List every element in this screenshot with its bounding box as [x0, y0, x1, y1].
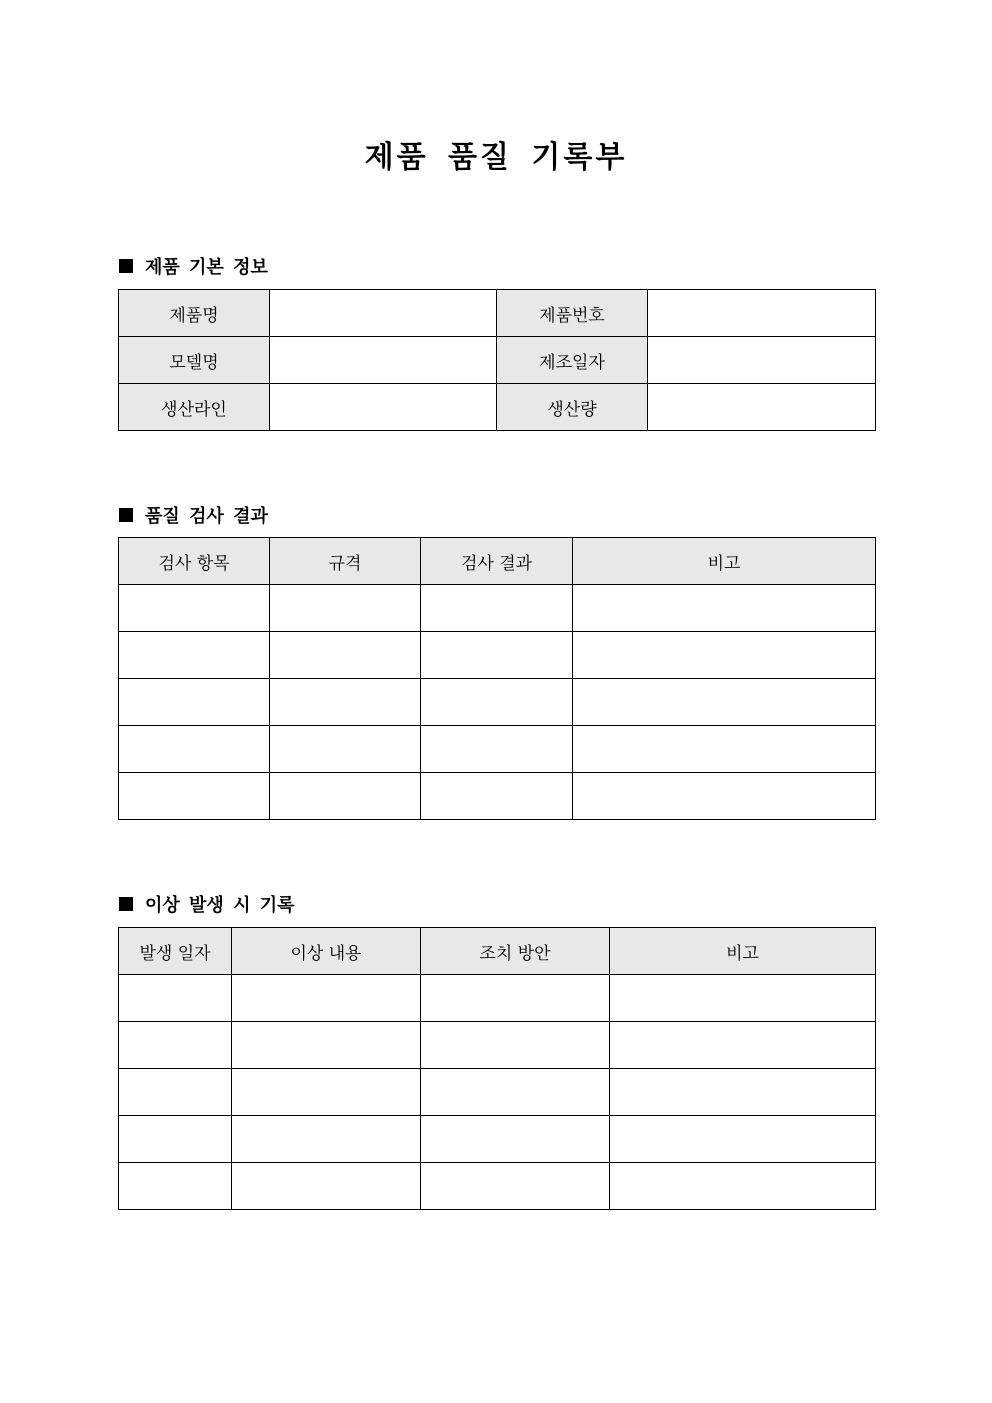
column-header: 검사 결과 — [421, 538, 573, 585]
table-cell[interactable] — [421, 726, 573, 773]
column-header: 조치 방안 — [421, 928, 610, 975]
table-cell[interactable] — [421, 1163, 610, 1210]
field-model-name[interactable] — [270, 337, 497, 384]
table-cell[interactable] — [421, 1116, 610, 1163]
field-product-number[interactable] — [648, 290, 876, 337]
section-heading-label: 이상 발생 시 기록 — [145, 895, 295, 916]
label-model-name: 모델명 — [119, 337, 270, 384]
section-heading-label: 제품 기본 정보 — [145, 257, 268, 278]
label-production-line: 생산라인 — [119, 384, 270, 431]
column-header: 이상 내용 — [232, 928, 421, 975]
column-header: 비고 — [573, 538, 876, 585]
section-heading-inspection — [119, 502, 268, 528]
table-cell[interactable] — [610, 1116, 876, 1163]
table-header-row — [119, 928, 876, 975]
table-row — [119, 679, 876, 726]
column-header: 규격 — [270, 538, 421, 585]
table-row — [119, 384, 876, 431]
table-row — [119, 773, 876, 820]
table-cell[interactable] — [573, 585, 876, 632]
table-header-row — [119, 538, 876, 585]
table-cell[interactable] — [119, 726, 270, 773]
square-bullet-icon — [119, 508, 133, 522]
column-header: 검사 항목 — [119, 538, 270, 585]
table-cell[interactable] — [270, 585, 421, 632]
table-row — [119, 1116, 876, 1163]
table-cell[interactable] — [270, 632, 421, 679]
table-row — [119, 337, 876, 384]
column-header: 비고 — [610, 928, 876, 975]
table-cell[interactable] — [421, 632, 573, 679]
table-cell[interactable] — [119, 1022, 232, 1069]
square-bullet-icon — [119, 897, 133, 911]
table-cell[interactable] — [573, 773, 876, 820]
label-manufacture-date: 제조일자 — [497, 337, 648, 384]
table-cell[interactable] — [421, 585, 573, 632]
square-bullet-icon — [119, 259, 133, 273]
table-cell[interactable] — [270, 679, 421, 726]
table-cell[interactable] — [119, 1116, 232, 1163]
section-heading-anomaly — [119, 891, 295, 917]
table-cell[interactable] — [610, 975, 876, 1022]
label-product-name: 제품명 — [119, 290, 270, 337]
anomaly-table — [118, 927, 876, 1210]
table-cell[interactable] — [232, 975, 421, 1022]
label-production-quantity: 생산량 — [497, 384, 648, 431]
table-row — [119, 632, 876, 679]
table-row — [119, 1069, 876, 1116]
table-cell[interactable] — [119, 1069, 232, 1116]
table-cell[interactable] — [232, 1116, 421, 1163]
page-title: 제품 품질 기록부 — [364, 140, 628, 175]
table-cell[interactable] — [421, 975, 610, 1022]
table-cell[interactable] — [573, 679, 876, 726]
table-cell[interactable] — [232, 1022, 421, 1069]
table-cell[interactable] — [232, 1069, 421, 1116]
table-row — [119, 1163, 876, 1210]
field-product-name[interactable] — [270, 290, 497, 337]
table-cell[interactable] — [119, 1163, 232, 1210]
table-cell[interactable] — [610, 1022, 876, 1069]
label-product-number: 제품번호 — [497, 290, 648, 337]
section-heading-label: 품질 검사 결과 — [145, 506, 268, 527]
table-cell[interactable] — [119, 679, 270, 726]
table-cell[interactable] — [119, 632, 270, 679]
table-cell[interactable] — [573, 726, 876, 773]
table-cell[interactable] — [119, 975, 232, 1022]
table-row — [119, 975, 876, 1022]
field-production-quantity[interactable] — [648, 384, 876, 431]
table-row — [119, 585, 876, 632]
table-cell[interactable] — [421, 1069, 610, 1116]
inspection-table — [118, 537, 876, 820]
table-cell[interactable] — [232, 1163, 421, 1210]
table-cell[interactable] — [610, 1163, 876, 1210]
column-header: 발생 일자 — [119, 928, 232, 975]
table-cell[interactable] — [270, 726, 421, 773]
table-row — [119, 726, 876, 773]
table-cell[interactable] — [421, 773, 573, 820]
table-cell[interactable] — [610, 1069, 876, 1116]
table-cell[interactable] — [421, 1022, 610, 1069]
table-row — [119, 1022, 876, 1069]
field-production-line[interactable] — [270, 384, 497, 431]
table-cell[interactable] — [421, 679, 573, 726]
table-row — [119, 290, 876, 337]
field-manufacture-date[interactable] — [648, 337, 876, 384]
table-cell[interactable] — [119, 773, 270, 820]
table-cell[interactable] — [119, 585, 270, 632]
table-cell[interactable] — [573, 632, 876, 679]
table-cell[interactable] — [270, 773, 421, 820]
basic-info-table — [118, 289, 876, 431]
section-heading-basic-info — [119, 253, 268, 279]
